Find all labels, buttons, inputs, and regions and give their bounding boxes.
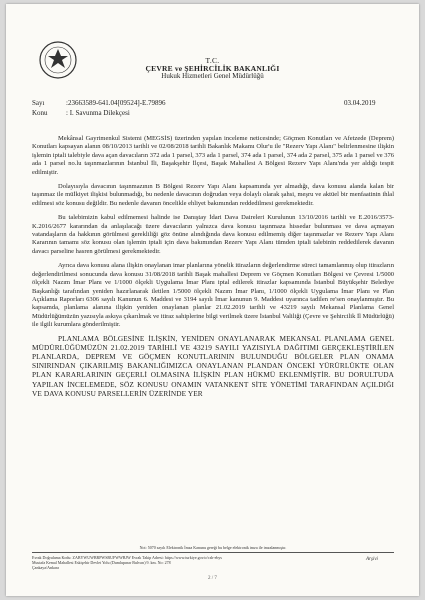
header-department: Hukuk Hizmetleri Genel Müdürlüğü (161, 72, 264, 80)
konu-label: Konu (32, 109, 48, 117)
document-date: 03.04.2019 (344, 99, 376, 107)
footer-divider (32, 552, 394, 553)
document-page (6, 4, 419, 596)
sayi-value: :23663589-641.04[09524]-E.79896 (66, 99, 166, 107)
e-signature-note: Not: 5070 sayılı Elektronik İmza Kanunu gereği bu belge elektronik imza ile imzalanmıştır. (139, 545, 287, 550)
header-ministry: ÇEVRE ve ŞEHİRCİLİK BAKANLIĞI (145, 64, 280, 73)
footer-verification: Evrak Doğrulama Kodu: ZABYWUWBRPWSBUFWWBJW Evrak Takip Adresi: https://www.turkiye.gov.tr/csb-ebys (32, 555, 222, 560)
paragraph-2: Dolayısıyla davacının taşınmazının B Bölgesi Rezerv Yapı Alanı kapsamında yer almadığı, dava konusu alanda kalan bir taşınmaz ile müİkiyet ilişkisi bulunmadığı, bu nedenle davacının doğrudan veya dolaylı olarak şahsi, meşru ve aktüel bir menfaatinin ihlal edilmesi söz konusu değildir. Bu nedenle davanın öncelikle ehliyet bakımından reddedilmesi gerekmektedir. (32, 183, 394, 207)
konu-value: : I. Savunma Dilekçesi (66, 109, 130, 117)
archive-label: Arşivi (366, 557, 378, 562)
paragraph-1: Mekânsal Gayrimenkul Sistemi (MEGSİS) üzerinden yapılan inceleme neticesinde; Göçmen Konutları ve Afetzede (Deprem) Konutları kapsayan alanın 08/10/2013 tarihli ve 02/08/2018 tarihli Bakanlık Makamı Olur'u ile "Rezerv Yapı Alanı" belirlenmesine ilişkin işlemin iptali talebiyle dava açan davacıların 372 ada 1 parsel, 373 ada 1 parsel, 374 ada 1 parsel, 374 ada 2 parsel, 375 ada 1 parsel ve 376 ada 1 parsel no.lu taşınmazlarının İstanbul İli, Başakşehir İlçesi, Başak Mahallesi A Bölgesi Rezerv Yapı Alanı'nda yer aldığı tespit edilmiştir. (32, 135, 394, 176)
document-body (32, 135, 394, 398)
footer-city: Çankaya/Ankara (32, 565, 59, 570)
page-number: 2 / 7 (208, 576, 217, 581)
footer-address: Mustafa Kemal Mahallesi Eskişehir Devlet Yolu (Dumlupınar Bulvarı) 9. km. No: 278 (32, 560, 171, 565)
paragraph-5: PLANLAMA BÖLGESİNE İLİŞKİN, YENİDEN ONAYLANARAK MEKANSAL PLANLAMA GENEL MÜDÜRLÜĞÜMÜZÜN 21.02.2019 TARİHLİ VE 43219 SAYILI YAZISIYLA DAĞITIMI GERÇEKLEŞTİRİLEN PLANLARDA, DEPREM VE GÖÇMEN KONUTLARININ BULUNDUĞU BÖLGELER PLAN ONAMA SINIRINDAN ÇIKARILMIŞ BAKANLIĞIMIZCA ONAYLANAN PLANDAN ÖNCEKİ YÜRÜRLÜKTE OLAN PLAN KARARLARININ GEÇERLİ OLMASINA İLİŞKİN PLAN HÜKMÜ EKLENMİŞTİR. BU DORULTUDA YAPILAN İNCELEMEDE, SÖZ KONUSU ONAMIN VATANKENT SİTE YÖNETİMİ TARAFINDAN AÇILDIĞI VE DAVA KONUSU PARSELLERİN ÜZERİNDE YER (32, 333, 394, 398)
paragraph-4: Ayrıca dava konusu alana ilişkin onaylanan imar planlarına yönelik itirazların değerlendirme süreci tamamlanmış olup itirazların değerlendirilmesi sonucunda dava konusu 31/08/2018 tarihli Başak mahallesi Deprem ve Göçmen Konutları Bölgesi ve Çevresi 1/5000 ölçekli Nazım İmar Planı ve 1/1000 ölçekli Uygulama İmar Planı iptal edilerek itirazlar kapsamında İstanbul Büyükşehir Belediye Başkanlığı tarafından yeniden hazırlanarak iletilen 1/5000 ölçekli Nazım İmar Planı, 1/1000 ölçekli Uygulama İmar Planı ve Plan Açıklama Raporları 6306 sayılı Kanunun 6. Maddesi ve 3194 sayılı İmar kanunun 9. Maddesi uyarınca tadilen re'sen onaylanmıştır. Bu kapsamda, planlama alanına ilişkin yeniden onaylanan planlar 21.02.2019 tarihli ve 43219 sayılı Mekansal Planlama Genel Müdürlüğümüzün yazısıyla askıya çıkarılmak ve itiraz sahiplerine bilgi verilmek üzere İstanbul Valiliği (Çevre ve Şehircilik İl Müdürlüğü) ile ilgili kurumlara gönderilmiştir. (32, 262, 394, 329)
header-tc: T.C. (205, 56, 220, 65)
sayi-label: Sayı (32, 99, 45, 107)
paragraph-3: Bu talebimizin kabul edilmemesi halinde ise Danıştay İdari Dava Daireleri Kurulunun 13/10/2016 tarihli ve E.2016/3573-K.2016/2677 kararından da anlaşılacağı üzere davacıların yalnızca dava konusu taşınmaza hissedar bulunması ve dava açmayan vatandaşların da hakkının görülmesi gerekliliği göz önüne alındığında dava konusu edilmemiş diğer taşınmazlar ve Rezerv Yapı Alanı Kararının tamamı söz konusu olan işlemin iptali için dava bakımından Rezerv Yapı Alanı tümden iptali talebinin reddedilerek davanın davacı parseline hasren görülmesi gerekmektedir. (32, 214, 394, 255)
